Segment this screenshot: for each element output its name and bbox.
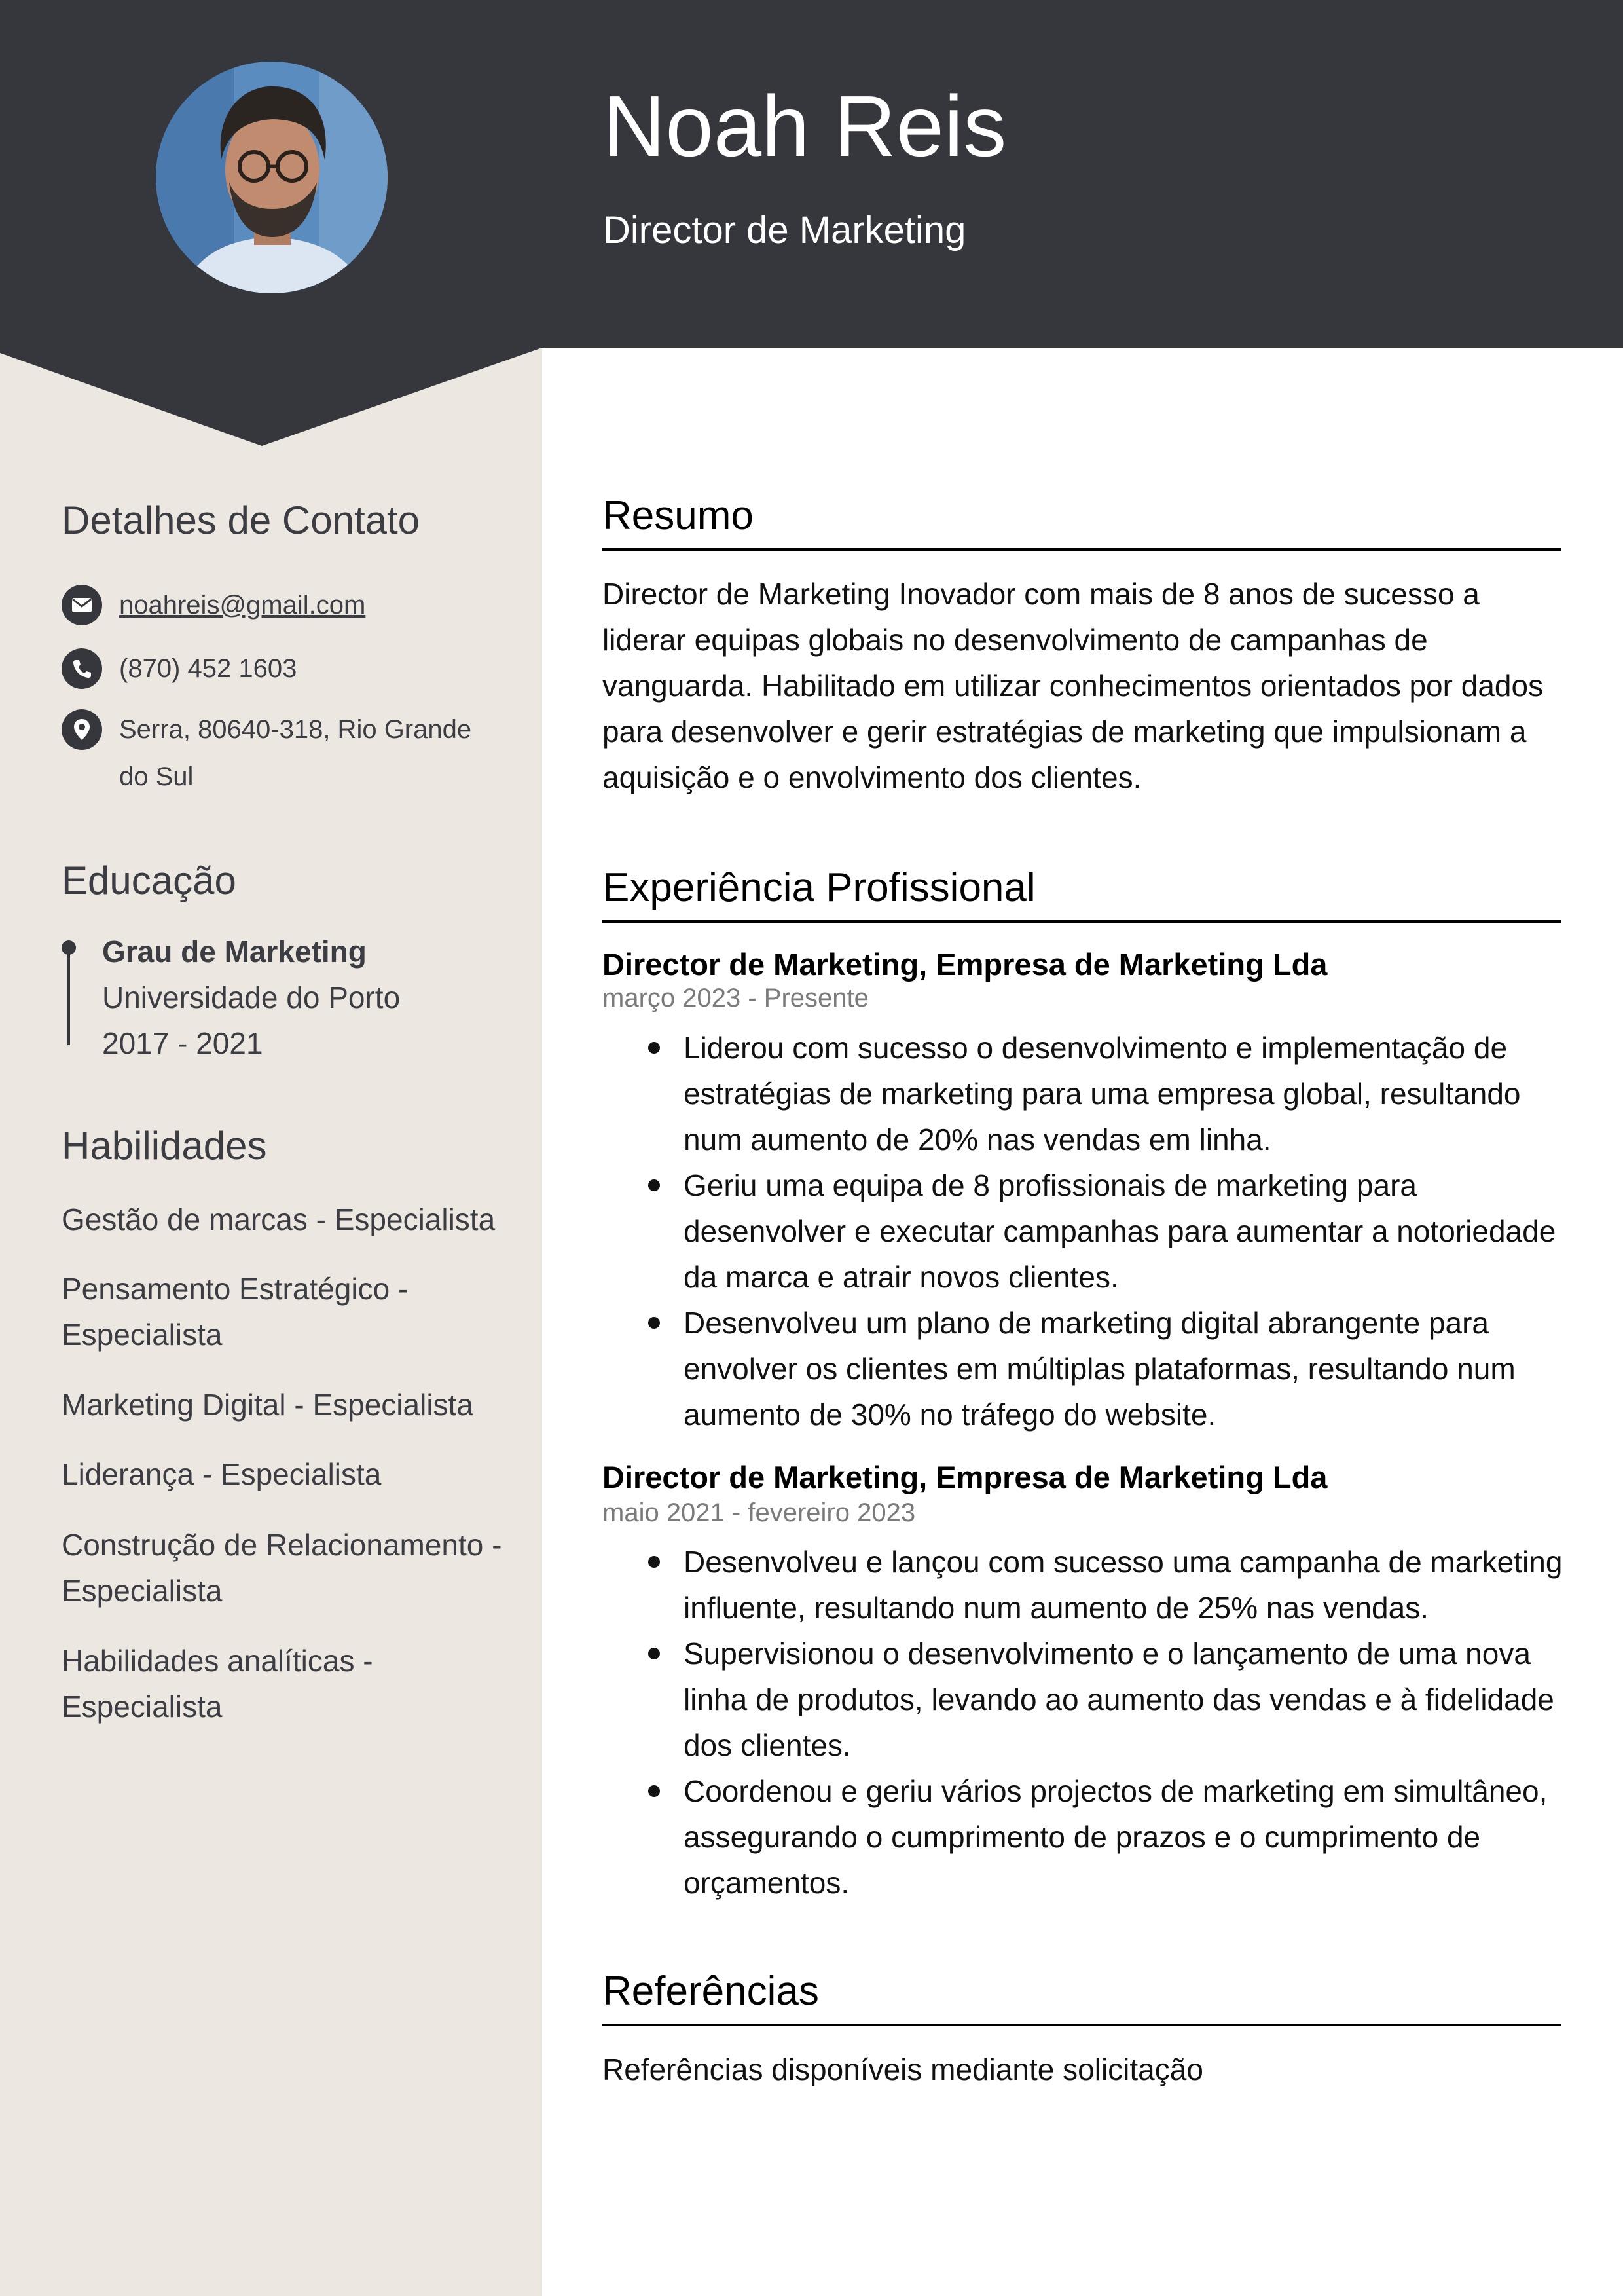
contact-address-line1: Serra, 80640-318, Rio Grande <box>119 715 472 744</box>
job-bullets <box>602 1025 1565 1437</box>
job-title: Director de Marketing, Empresa de Marketing Lda <box>602 947 1328 982</box>
candidate-name: Noah Reis <box>603 78 1007 174</box>
contact-address-line2: do Sul <box>119 762 194 791</box>
skill-item: Construção de Relacionamento - Especialista <box>62 1528 502 1608</box>
job-bullet: Geriu uma equipa de 8 profissionais de marketing para desenvolver e executar campanhas para aumentar a notoriedade da marca e atrair novos clientes. <box>602 1162 1565 1300</box>
phone-icon <box>62 648 102 689</box>
profile-photo <box>156 62 388 293</box>
skill-item: Marketing Digital - Especialista <box>62 1388 473 1422</box>
header-chevron <box>0 347 542 449</box>
skill-item: Habilidades analíticas - Especialista <box>62 1644 373 1724</box>
summary-rule <box>602 548 1561 551</box>
references-heading: Referências <box>602 1969 819 2014</box>
avatar <box>156 62 388 293</box>
contact-address <box>119 706 505 800</box>
summary-text: Director de Marketing Inovador com mais de 8 anos de sucesso a liderar equipas globais no desenvolvimento de campanhas de vanguarda. Habilitado em utilizar conhecimentos orientados por dados para desenvolver e gerir estratégias de marketing que impulsionam a aquisição e o envolvimento dos clientes. <box>602 577 1544 794</box>
contact-email[interactable]: noahreis@gmail.com <box>119 591 366 620</box>
job-dates: maio 2021 - fevereiro 2023 <box>602 1498 916 1527</box>
skill-item: Liderança - Especialista <box>62 1457 382 1491</box>
summary-heading: Resumo <box>602 493 754 538</box>
contact-heading: Detalhes de Contato <box>62 498 420 542</box>
education-years: 2017 - 2021 <box>102 1026 263 1060</box>
job-bullet: Desenvolveu um plano de marketing digital abrangente para envolver os clientes em múltiplas plataformas, resultando num aumento de 30% no tráfego do website. <box>602 1300 1565 1437</box>
education-heading: Educação <box>62 859 236 902</box>
map-pin-icon <box>62 709 102 750</box>
job-bullet: Desenvolveu e lançou com sucesso uma campanha de marketing influente, resultando num aumento de 25% nas vendas. <box>602 1539 1565 1631</box>
job-bullet: Supervisionou o desenvolvimento e o lançamento de uma nova linha de produtos, levando ao aumento das vendas e à fidelidade dos clientes. <box>602 1631 1565 1768</box>
job-bullet: Liderou com sucesso o desenvolvimento e implementação de estratégias de marketing para uma empresa global, resultando num aumento de 20% nas vendas em linha. <box>602 1025 1565 1162</box>
contact-address-row <box>62 709 505 800</box>
experience-rule <box>602 920 1561 923</box>
education-text <box>102 929 400 1066</box>
education-entry <box>62 929 520 1060</box>
envelope-icon <box>62 585 102 625</box>
experience-heading: Experiência Profissional <box>602 865 1036 910</box>
education-school: Universidade do Porto <box>102 980 401 1014</box>
job-bullet: Coordenou e geriu vários projectos de marketing em simultâneo, assegurando o cumprimento de prazos e o cumprimento de orçamentos. <box>602 1768 1565 1906</box>
timeline-line <box>67 950 70 1045</box>
contact-phone-row <box>62 648 505 692</box>
job-bullets <box>602 1539 1565 1906</box>
skill-item: Pensamento Estratégico - Especialista <box>62 1272 409 1352</box>
skills-heading: Habilidades <box>62 1124 267 1168</box>
contact-email-row <box>62 585 505 629</box>
candidate-title: Director de Marketing <box>603 209 966 251</box>
references-rule <box>602 2024 1561 2026</box>
job-title: Director de Marketing, Empresa de Marketing Lda <box>602 1460 1328 1494</box>
education-degree: Grau de Marketing <box>102 935 367 969</box>
contact-phone: (870) 452 1603 <box>119 654 297 683</box>
job-dates: março 2023 - Presente <box>602 984 869 1012</box>
references-text: Referências disponíveis mediante solicitação <box>602 2052 1203 2086</box>
skill-item: Gestão de marcas - Especialista <box>62 1202 496 1236</box>
